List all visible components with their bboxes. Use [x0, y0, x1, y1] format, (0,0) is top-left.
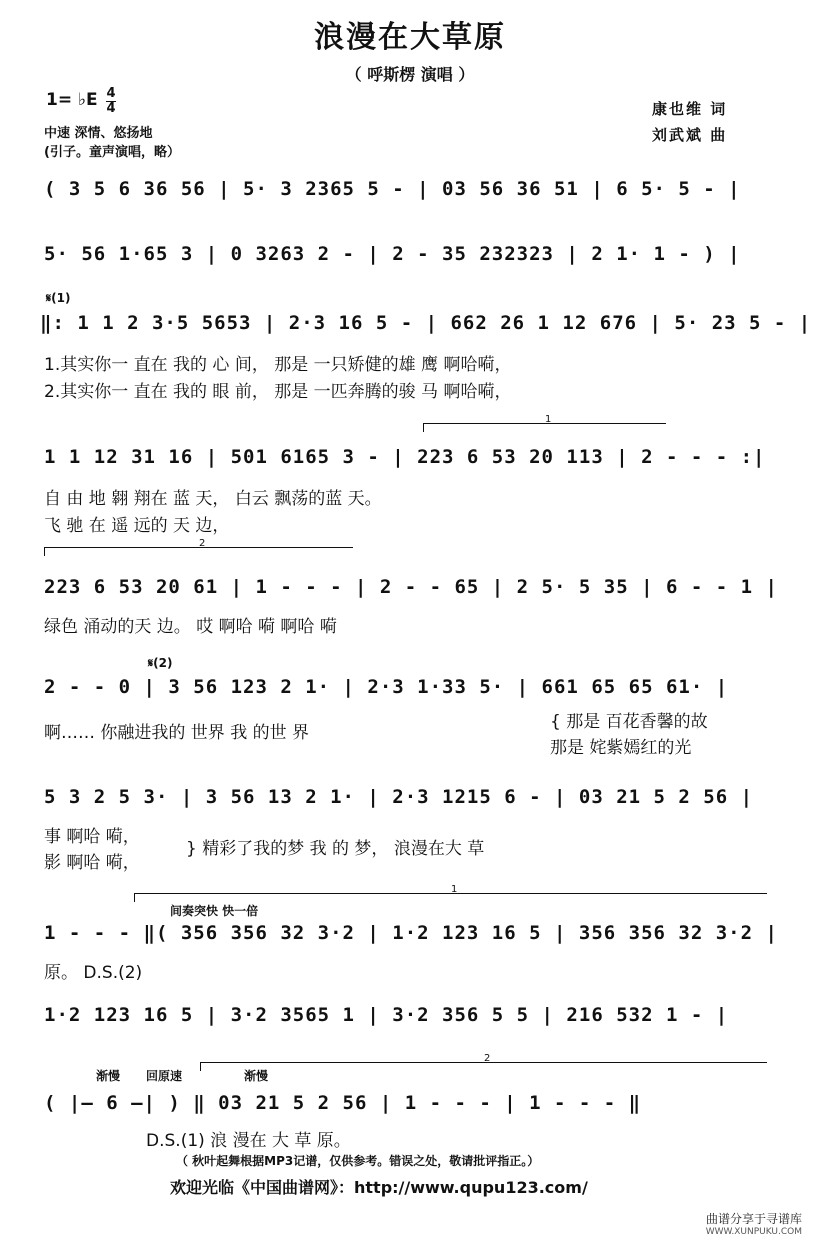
rit-marking-1: 渐慢: [96, 1069, 121, 1083]
tempo-marking: 中速 深情、悠扬地: [44, 126, 153, 141]
interlude-marking: 间奏突快 快一倍: [170, 904, 259, 918]
rit-marking-2: 渐慢: [244, 1069, 269, 1083]
volta-2-bracket: [44, 538, 353, 556]
song-title: 浪漫在大草原: [314, 20, 506, 55]
footer-note: （ 秋叶起舞根据MP3记谱，仅供参考。错误之处，敬请批评指正。）: [176, 1154, 540, 1168]
staff-9-notes: 1·2 123 16 5 | 3·2 3565 1 | 3·2 356 5 5 | 216 532 1 - |: [44, 1004, 729, 1026]
footer-site: 欢迎光临《中国曲谱网》：http://www.qupu123.com/: [170, 1178, 588, 1197]
staff-1-notes: ( 3 5 6 36 56 | 5· 3 2365 5 - | 03 56 36 51 | 6 5· 5 - |: [44, 178, 741, 200]
staff-7-lyric-2: 影 啊哈 嗬，: [44, 853, 140, 873]
staff-2-notes: 5· 56 1·65 3 | 0 3263 2 - | 2 - 35 232323 | 2 1· 1 - ) |: [44, 243, 741, 265]
staff-4-notes: 1 1 12 31 16 | 501 6165 3 - | 223 6 53 20 113 | 2 - - - :|: [44, 446, 766, 468]
staff-6-lyric-1: 啊…… 你融进我的 世界 我 的世 界: [44, 723, 310, 743]
watermark-text: 曲谱分享于寻谱库: [705, 1212, 802, 1226]
staff-3-notes: ‖: 1 1 2 3·5 5653 | 2·3 16 5 - | 662 26 1 12 676 | 5· 23 5 - |: [40, 312, 812, 334]
staff-7-notes: 5 3 2 5 3· | 3 56 13 2 1· | 2·3 1215 6 - | 03 21 5 2 56 |: [44, 786, 754, 808]
volta-2b-bracket: [200, 1053, 767, 1071]
singer: （ 呼斯楞 演唱 ）: [345, 65, 475, 84]
volta-2b-label: 2: [484, 1053, 491, 1064]
key-signature: 1= ♭E: [46, 90, 98, 110]
staff-8-lyric-1: 原。 D.S.(2): [44, 963, 143, 983]
watermark: [706, 1213, 802, 1239]
staff-6-lyric-2: { 那是 百花香馨的故: [550, 712, 708, 732]
meter-top: 4: [106, 86, 116, 101]
volta-1-label: 1: [545, 414, 552, 425]
staff-10-lyric-1: D.S.(1) 浪 漫在 大 草 原。: [146, 1131, 351, 1151]
meter-bottom: 4: [106, 101, 116, 116]
volta-1b-bracket: [134, 884, 767, 902]
volta-1-bracket: [423, 414, 666, 432]
staff-6-notes: 2 - - 0 | 3 56 123 2 1· | 2·3 1·33 5· | 661 65 65 61· |: [44, 676, 729, 698]
staff-4-lyric-2: 飞 驰 在 遥 远的 天 边，: [44, 516, 230, 536]
lyricist: 康也维 词: [652, 100, 728, 118]
staff-7-lyric-1: 事 啊哈 嗬，: [44, 827, 140, 847]
volta-1b-label: 1: [451, 884, 458, 895]
segno-2-mark: 𝄋(2): [148, 656, 173, 670]
staff-4-lyric-1: 自 由 地 翱 翔在 蓝 天， 白云 飘荡的蓝 天。: [44, 489, 382, 509]
staff-3-lyric-2: 2.其实你一 直在 我的 眼 前， 那是 一匹奔腾的骏 马 啊哈嗬，: [44, 382, 512, 402]
segno-1-mark: 𝄋(1): [46, 291, 71, 305]
time-signature: [106, 88, 116, 115]
staff-5-notes: 223 6 53 20 61 | 1 - - - | 2 - - 65 | 2 5· 5 35 | 6 - - 1 |: [44, 576, 778, 598]
staff-7-lyric-3: } 精彩了我的梦 我 的 梦， 浪漫在大 草: [186, 839, 485, 859]
staff-10-notes: ( |— 6 —| ) ‖ 03 21 5 2 56 | 1 - - - | 1 - - - ‖: [44, 1092, 642, 1114]
staff-3-lyric-1: 1.其实你一 直在 我的 心 间， 那是 一只矫健的雄 鹰 啊哈嗬，: [44, 355, 512, 375]
watermark-url: WWW.XUNPUKU.COM: [705, 1227, 802, 1237]
composer: 刘武斌 曲: [652, 126, 728, 144]
staff-5-lyric-1: 绿色 涌动的天 边。 哎 啊哈 嗬 啊哈 嗬: [44, 617, 337, 637]
intro-note: (引子。童声演唱，略）: [44, 145, 180, 160]
a-tempo-marking: 回原速: [146, 1069, 183, 1083]
volta-2-label: 2: [199, 538, 206, 549]
staff-6-lyric-3: 那是 姹紫嫣红的光: [550, 738, 692, 758]
staff-8-notes: 1 - - - ‖( 356 356 32 3·2 | 1·2 123 16 5 | 356 356 32 3·2 |: [44, 922, 778, 944]
